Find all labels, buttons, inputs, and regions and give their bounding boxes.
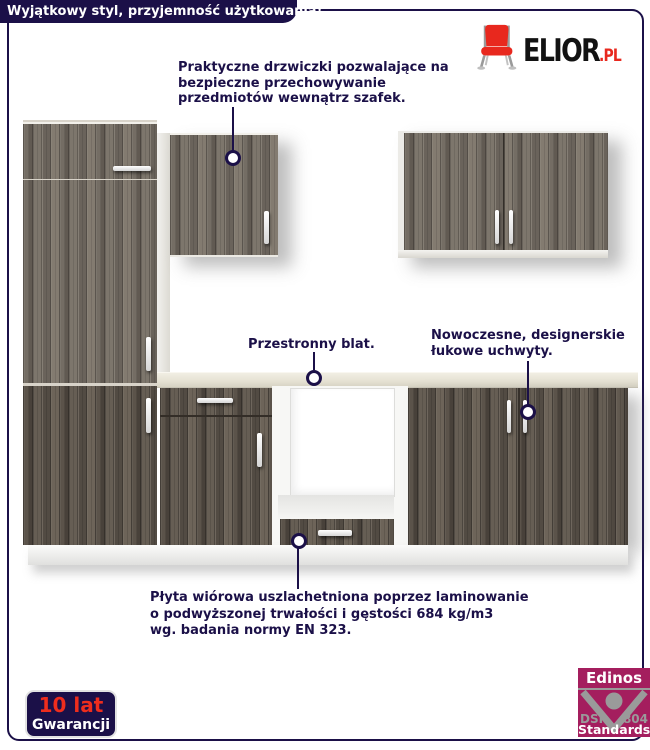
right-wall-cabinet-bottom-edge [398, 250, 608, 258]
pointer-line-countertop [313, 352, 315, 370]
edinos-dsi: DSI [580, 712, 604, 726]
warranty-badge [25, 690, 117, 738]
middle-wall-cabinet [170, 133, 278, 257]
annotation-board-line1: Płyta wiórowa uszlachetniona poprzez laminowanie [150, 590, 529, 605]
edinos-brand: Edinos [585, 669, 643, 687]
annotation-countertop [248, 337, 375, 353]
warranty-label: Gwarancji [31, 717, 111, 733]
pointer-line-doors [232, 107, 234, 151]
logo-tld: .PL [598, 46, 621, 66]
right-base-cabinet [408, 388, 628, 545]
tall-cabinet-side-panel [157, 133, 170, 373]
tall-lower-door-handle [146, 398, 151, 433]
base-unit-door [160, 417, 272, 545]
base-unit-door-handle [257, 433, 262, 467]
appliance-opening [290, 388, 395, 497]
base-drawer-handle [197, 398, 233, 403]
annotation-board [150, 590, 529, 640]
tall-cabinet-main-door [23, 180, 157, 383]
annotation-doors [178, 60, 449, 107]
annotation-countertop-text: Przestronny blat. [248, 337, 375, 352]
edinos-804: 804 [622, 712, 648, 726]
warranty-years: 10 lat [38, 693, 104, 717]
top-banner [0, 0, 323, 23]
edinos-divider [578, 688, 650, 690]
pointer-dot-doors [225, 150, 241, 166]
annotation-handles-line1: Nowoczesne, designerskie [431, 328, 625, 343]
logo-text [523, 33, 621, 69]
tall-main-door-handle [146, 337, 151, 371]
chair-icon [476, 17, 518, 77]
middle-wall-cabinet-handle [264, 211, 269, 244]
right-wall-cabinet-doors [404, 133, 608, 250]
pointer-line-handles [527, 361, 529, 405]
plinth [28, 545, 628, 565]
pointer-dot-board [291, 533, 307, 549]
right-wall-cabinet [398, 131, 608, 258]
annotation-board-line3: wg. badania normy EN 323. [150, 623, 352, 638]
banner-text: Wyjątkowy styl, przyjemność użytkowania! [7, 4, 323, 19]
pointer-line-board [297, 548, 299, 589]
appliance-drawer-handle [318, 530, 352, 536]
annotation-doors-line2: bezpieczne przechowywanie [178, 75, 386, 91]
annotation-doors-line3: przedmiotów wewnątrz szafek. [178, 91, 406, 106]
annotation-board-line2: o podwyższonej trwałości i gęstości 684 kg/m3 [150, 606, 494, 622]
right-base-left-door-handle [507, 400, 511, 433]
appliance-recess-shelf [278, 495, 394, 519]
tall-cabinet-lower-door [23, 386, 157, 545]
pointer-dot-handles [520, 404, 536, 420]
drawer-base-unit [160, 388, 272, 545]
edinos-standards: Standards [578, 722, 650, 737]
edinos-badge [578, 668, 650, 737]
right-wall-left-door-handle [495, 210, 499, 244]
logo-brand: ELIOR [522, 33, 599, 69]
annotation-doors-line1: Praktyczne drzwiczki pozwalające na [178, 60, 449, 75]
right-wall-right-door-handle [509, 210, 513, 244]
tall-top-door-handle [113, 166, 151, 171]
elior-logo [476, 15, 642, 77]
appliance-housing [272, 386, 408, 548]
annotation-handles-line2: łukowe uchwyty. [431, 343, 553, 359]
pointer-dot-countertop [306, 370, 322, 386]
annotation-handles [431, 328, 625, 359]
